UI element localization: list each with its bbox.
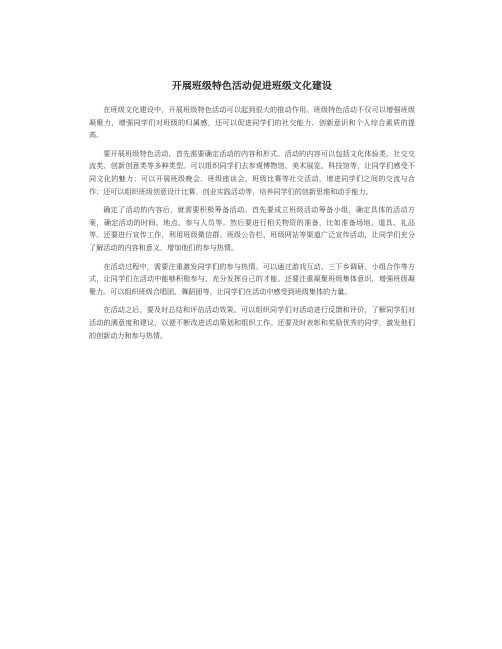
document-body — [89, 80, 415, 348]
paragraph-summary: 在活动之后，要及时总结和评估活动效果。可以组织同学们对活动进行反馈和评价，了解同学们对活动的满意度和建议，以便不断改进活动策划和组织工作。还要及时表彰和奖励优秀的同学，激发他们的创新动力和参与热情。 — [89, 305, 415, 340]
document-title: 开展班级特色活动促进班级文化建设 — [172, 81, 332, 92]
paragraph-participation: 在活动过程中，需要注重激发同学们的参与热情。可以通过游戏互动、三下乡调研、小组合作等方式，让同学们在活动中能够积极参与、充分发挥自己的才能。还要注重凝聚班级集体意识，增强班级凝聚力。可以组织班级合唱团、舞蹈团等，让同学们在活动中感受到班级集体的力量。 — [89, 261, 415, 296]
paragraph-content-and-form: 要开展班级特色活动，首先需要确定活动的内容和形式。活动的内容可以包括文化体验类、社交交流类、创新创意类等多种类型。可以组织同学们去参观博物馆、美术展览、科技馆等，让同学们感受不同文化的魅力；可以开展班级晚会、班级座谈会、班级比赛等社交活动，增进同学们之间的交流与合作；还可以组织班级创意设计比赛、创业实践活动等，培养同学们的创新思维和动手能力。 — [89, 148, 415, 196]
paragraph-intro: 在班级文化建设中，开展班级特色活动可以起到很大的推动作用。班级特色活动不仅可以增强班级凝聚力，增强同学们对班级的归属感，还可以促进同学们的社交能力、创新意识和个人综合素质的提高。 — [89, 105, 415, 140]
paragraph-preparation: 确定了活动的内容后，就需要积极筹备活动。首先要成立班级活动筹备小组，确定具体的活动方案，确定活动的时间、地点、参与人员等。然后要进行相关物资的准备，比如准备场地、道具、礼品等。还要进行宣传工作，利用班级微信群、班级公告栏、班级网站等渠道广泛宣传活动，让同学们充分了解活动的内容和意义，增加他们的参与热情。 — [89, 205, 415, 252]
